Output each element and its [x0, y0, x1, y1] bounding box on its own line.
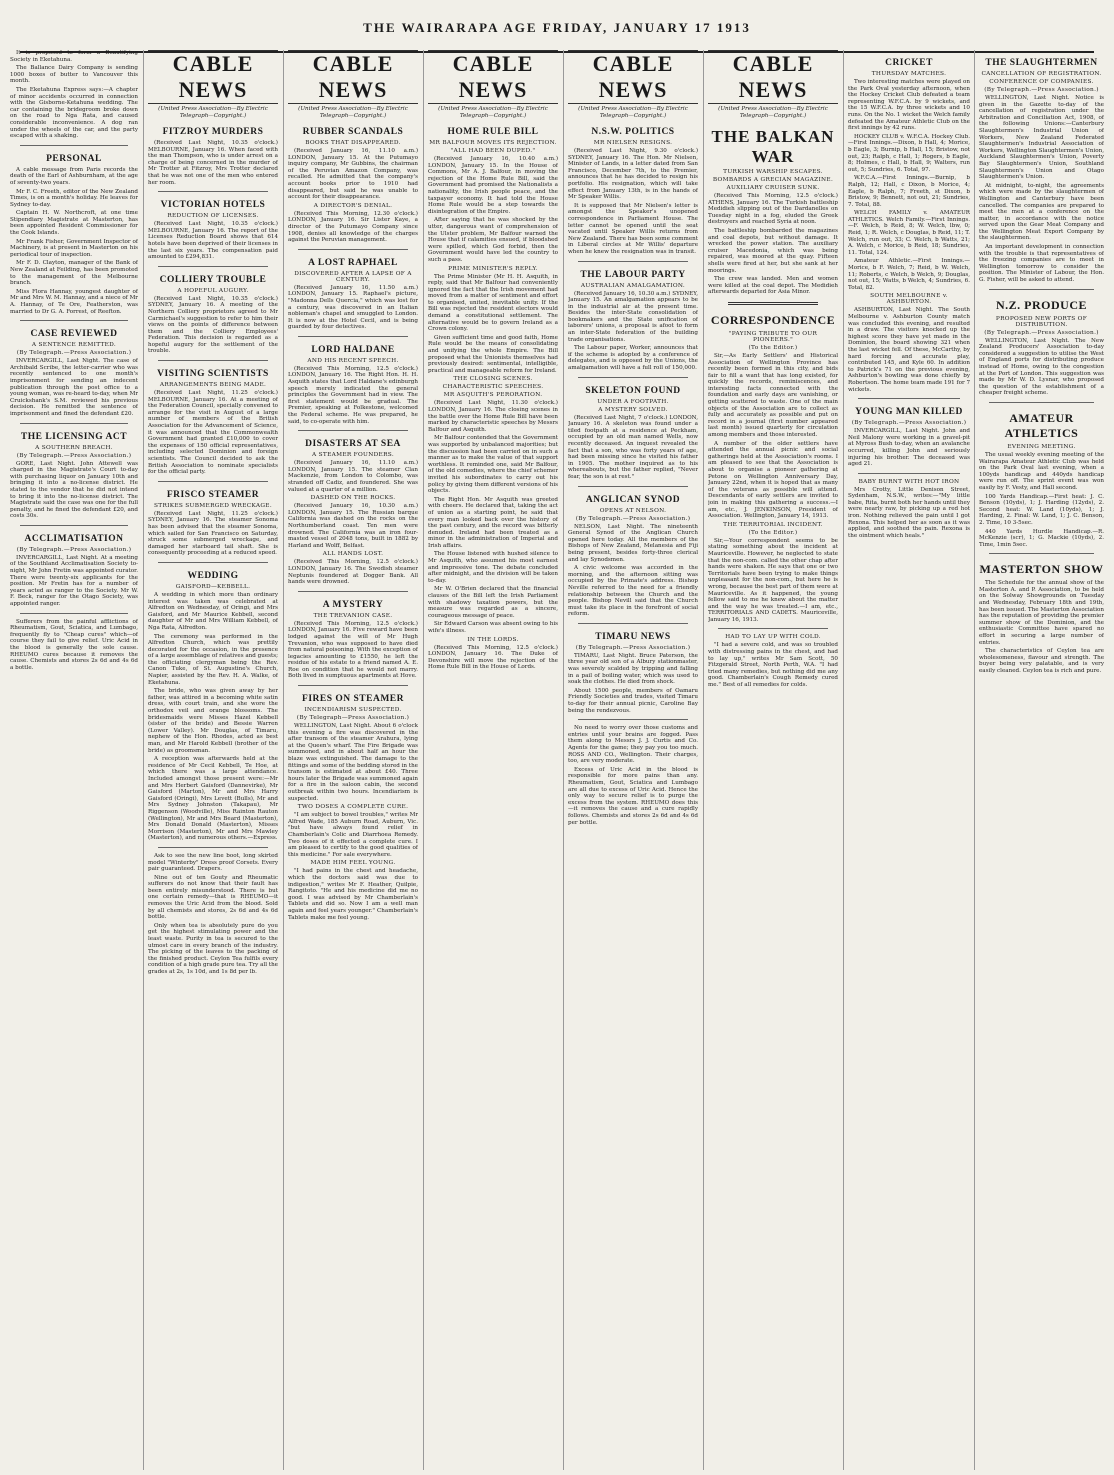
headline-lord-haldane: LORD HALDANE	[311, 344, 395, 355]
article-body: INVERCARGILL, Last Night. The case of Archibald Scribe, the letter-carrier who was recently sentenced to one month's imprisonment for sending an indecent publication through the post office to a young woman, was re-heard to-day, when Mr Cruickshank's S.M. reviewed his previous decision. He remitted the sentence of imprisonment and fined the defendant £20.	[10, 358, 138, 417]
advertisement: Excess of Uric Acid in the blood is responsible for more pains than any. Rheumatism, Gout, Sciatica and Lumbago are all due to excess of Uric Acid. Hence the only way to secure relief is to purge the excess from the system. RHEUMO does this—it removes the cause and a cure rapidly follows. Chemists and stores 2s 6d and 4s 6d per bottle.	[568, 766, 698, 826]
column-5	[568, 50, 698, 1470]
subheading: OPENS AT NELSON.	[599, 507, 667, 514]
byline: (By Telegraph.—Press Association.)	[575, 515, 691, 522]
headline-victorian-hotels: VICTORIAN HOTELS	[160, 200, 266, 211]
column-rule	[703, 50, 704, 1470]
article-body: (Received This Morning, 12.5 o'clock.) LONDON, January 16. Five reward have been lodged against the will of Mr Hugh Trevanion, who was supposed to have died from natural poisoning. With the exception of legacies amounting to £1550, he left the residue of his estate to a friend named A. E. Roe on condition that he would not marry. Both lived in sumptuous apartments at Hove.	[288, 620, 418, 680]
divider	[298, 336, 408, 337]
advertisement: Only when tea is absolutely pure do you get the highest stimulating power and the least waste. Purity in tea is secured to the utmost care in every branch of the industry. The picking of the leaves to the packing of the finished product. Ceylon Tea fulfils every condition of a high grade pure tea. Try all the grades at 2s, 1s 10d, and 1s 8d per lb.	[148, 922, 278, 975]
subheading: DASHED ON THE ROCKS.	[310, 495, 396, 502]
article-body: The Prime Minister (Mr H. H. Asquith, in reply, said that Mr Balfour had conveniently ignored the fact that the Irish movement had moved from a matter of sentiment and effort to organised, united, inevitable unity. If the Bill was rejected the resident electors would demand a constitutional settlement. The alternative would be to govern Ireland as a Crown colony.	[428, 273, 558, 333]
article-body: (Received Last Night, 10.35 o'clock.) MELBOURNE, January 16. The report of the Licenses Reduction Board shows that 614 hotels have been deprived of their licenses in the last six years. The compensation paid amounted to £294,831.	[148, 221, 278, 261]
article-body: The House listened with hushed silence to Mr Asquith, who assumed his most earnest and impressive tone. The debate concluded after midnight, and the division will be taken to-day.	[428, 551, 558, 584]
article-body: (Received January 16, 10.30 a.m.) SYDNEY, January 15. An amalgamation appears to be in the industrial air at the present time. Besides the inter-State consolidation of bookmakers and the State unification of laborers' unions, a proposal is afoot to form an inter-State federation of the building trade organisations.	[568, 290, 698, 343]
article-body: (Received This Morning, 12.30 o'clock.) LONDON, January 16. Sir Lister Kaye, a director of the Putumayo Company since 1908, denies all knowledge of the charges against the Peruvian management.	[288, 210, 418, 244]
news-item: The Ballance Dairy Company is sending 1000 boxes of butter to Vancouver this month.	[10, 65, 138, 85]
subheading: CHARACTERISTIC SPEECHES.	[442, 384, 544, 391]
byline: (By Telegraph.—Press Association.)	[984, 329, 1099, 336]
article-body: (Received This Morning, 12.5 o'clock.) ATHENS, January 16. The Turkish battleship Medidieh slipping out of the Dardanelles on Tuesday night in a fog, eluded the Greek destroyers and reached Syria at noon.	[708, 193, 838, 226]
headline-wedding: WEDDING	[187, 570, 239, 581]
subheading: A HOPEFUL AUGURY.	[177, 287, 249, 294]
article-body: (Received January 16, 10.30 a.m.) LONDON, January 15. The Russian barque California was dashed on the rocks on the Northumberland coast. Ten men were drowned. The California was an iron four-masted vessel of 2048 tons, built in 1882 by Harland and Wolff, Belfast.	[288, 503, 418, 549]
subheading: ALL HANDS LOST.	[322, 551, 384, 558]
article-body: At midnight, to-night, the agreements which were made by the slaughtermen of Wellington and Canterbury have been cancelled. The companies are prepared to meet the men at a conference on the matter, in accordance with the notice served upon the Gear Meat Company and the Wellington Meat Export Company by the slaughtermen.	[979, 182, 1104, 242]
divider	[858, 398, 960, 399]
headline-slaughtermen: THE SLAUGHTERMEN	[985, 58, 1098, 68]
article-body: The Schedule for the annual show of the Masterton A. and P. Association, to be held on the Solway Showgrounds on Tuesday and Wednesday, February 18th and 19th, has been issued. The Masterton Association has the reputation of providing the premier summer show of the Dominion, and the enthusiastic Committee have spared no effort in securing a large number of entries.	[979, 580, 1104, 646]
article-body: (Received Last Night, 11.30 o'clock.) LONDON, January 16. The closing scenes in the battle over the Home Rule Bill have been marked by characteristic speeches by Messrs Balfour and Asquith.	[428, 400, 558, 433]
cable-news-credit: (United Press Association—By Electric Telegraph—Copyright.)	[718, 106, 828, 119]
subheading: THE TREVANION CASE.	[313, 612, 393, 619]
column-rule	[143, 50, 144, 1470]
article-body: A reception was afterwards held at the residence of Mr Cecil Kebbell, Te Hoe, at which there was a large attendance. Included amongst those present were:—Mr and Mrs Herbert Gaisford (Dannevirke), Mr Gaisford (Marton), Mr and Mrs Harry Gaisford (Oringi), Mrs Levett (Bulls), Mr and Mrs Sydney Johnston (Takapau), Mr Riggenson (Woodville), Miss Rainton Rauton (Wellington), Mr and Mrs Beard (Masterton), Mrs Donald Donald (Masterton), Misses Morrison (Masterton), Mr and Mrs Mawley (Masterton), and numerous others.—Express.	[148, 756, 278, 842]
subheading: MR BALFOUR MOVES ITS REJECTION.	[429, 140, 557, 146]
headline-rubber-scandals: RUBBER SCANDALS	[302, 127, 404, 137]
byline: (By Telegraph.—Press Association.)	[575, 644, 691, 651]
subheading: THE CLOSING SCENES.	[453, 376, 533, 383]
divider	[298, 685, 408, 686]
cable-news-banner: CABLE NEWS	[428, 50, 558, 104]
advertisement: The characteristics of Ceylon tea are wholesomeness, flavour and strength. The buyer being very palatable, and is very easily cleaned. Ceylon tea is rich and pure.	[979, 648, 1104, 674]
byline: (By Telegraph.—Press Association.)	[984, 87, 1099, 93]
letter-body: A number of the older settlers have attended the annual picnic and social gatherings held at the Association's rooms. I am pleased to see that the Association is about to organise a pioneer gathering at Petone on Wellington Anniversary Day, January 22nd, when it is hoped that as many of the veterans as possible will attend. Descendants of early settlers are invited to join in making this gathering a success.—I am, etc., J. JENKINSON, President of Association. Wellington, January 14, 1913.	[708, 440, 838, 520]
letter-body: Sir,—Your correspondent seems to be stating something about the incident at Mauriceville. However, he neglected to state that the non-com. called the other chap after hands were shaken. He says that one or two Territorials have been trying to make things unpleasant for the non-com., but here he is wrong, because the best part of them were at Mauriceville. As it happened, the young fellow said to me he knew about the matter and the way he was treated.—I am, etc., TERRITORIALS AND CADETS. Mauriceville, January 16, 1913.	[708, 537, 838, 623]
headline-correspondence: CORRESPONDENCE	[710, 312, 836, 327]
subheading: INCENDIARISM SUSPECTED.	[304, 707, 402, 714]
divider	[20, 423, 128, 424]
subheading: GAISFORD—KEBBELL.	[175, 583, 251, 590]
divider	[298, 430, 408, 431]
article-body: The battleship bombarded the magazines and coal depots, but without damage. It wrecked the power station. The auxiliary cruiser Macedonia, which was being repaired, was moored at the quay. Fifteen shells were fired at her, but she sank at her moorings.	[708, 227, 838, 274]
article-body: (Received This Morning, 12.5 o'clock.) LONDON, January 16. The Swedish steamer Neptunis foundered at Dogger Bank. All hands were drowned.	[288, 559, 418, 586]
masthead	[0, 6, 1114, 46]
headline-personal: PERSONAL	[46, 153, 102, 164]
headline-acclimatisation: ACCLIMATISATION	[24, 533, 124, 544]
divider	[158, 360, 268, 361]
divider	[989, 402, 1094, 403]
byline: (By Telegraph.—Press Association.)	[851, 420, 967, 427]
byline: (By Telegraph.—Press Association.)	[16, 546, 132, 553]
article-body: WELLINGTON, Last Night. The New Zealand Producers' Association to-day considered a suggestion to utilise the West of England ports for distributing produce instead of Home, owing to the congestion at the Port of London. This suggestion was made by Mr W. D. Lysnar, who proposed the question of the establishment of a cheaper freight scheme.	[979, 337, 1104, 397]
headline-young-man-killed: YOUNG MAN KILLED	[855, 407, 963, 418]
subheading: AND HIS RECENT SPEECH.	[307, 357, 399, 364]
subheading: EVENING MEETING.	[1007, 443, 1076, 450]
masthead-title: THE WAIRARAPA AGE FRIDAY, JANUARY 17 1913	[363, 20, 751, 35]
article-body: Mr Frank Fisher, Government Inspector of Machinery, is at present in Masterton on his periodical tour of inspection.	[10, 238, 138, 258]
advertisement: Ask to see the new line boot, long skirted model "Winterby" Dress proof Corsets. Every pair guaranteed. Drapers.	[148, 852, 278, 873]
subheading: PRIME MINISTER'S REPLY.	[448, 265, 538, 272]
divider	[578, 623, 688, 624]
divider	[20, 320, 128, 321]
cable-news-credit: (United Press Association—By Electric Telegraph—Copyright.)	[578, 106, 688, 119]
divider	[158, 266, 268, 267]
article-body: After saying that he was shocked by the utter, dangerous want of comprehension of the Ulster problem, Mr Balfour warned the House that if calamities ensued, if bloodshed were spilled, which God forbid, then the Government would have led the country to such a pass.	[428, 217, 558, 263]
subheading: "ALL HAD BEEN DUPED."	[450, 148, 536, 154]
divider	[989, 553, 1094, 554]
headline-colliery-trouble: COLLIERY TROUBLE	[159, 274, 267, 285]
subheading: PROPOSED NEW PORTS OF DISTRIBUTION.	[995, 315, 1088, 328]
column-3	[288, 50, 418, 1470]
divider	[298, 591, 408, 592]
subheading: HAD TO LAY UP WITH COLD.	[725, 634, 821, 641]
headline-disasters-at-sea: DISASTERS AT SEA	[305, 439, 401, 450]
article-body: (Received January 16, 11.10 a.m.) LONDON, January 15. The steamer Clan Mackenzie, from London to Colombo, was stranded off Cadiz, and foundered. She was valued at a quarter of a million.	[288, 460, 418, 493]
divider	[20, 613, 128, 614]
article-body: WELLINGTON, Last Night. Notice is given in the Gazette to-day of the cancellation of registration under the Arbitration and Conciliation Act, 1908, of the following Unions:—Canterbury Slaughtermen's Industrial Union of Workers, New Zealand Federated Slaughtermen's Industrial Association of Workers, Wellington Slaughtermen's Union, Auckland Slaughtermen's Union, Poverty Bay Slaughtermen's Union, Southland Slaughtermen's Union and Otago Slaughtermen's Union.	[979, 95, 1104, 181]
subheading: A SOUTHERN BREACH.	[35, 444, 113, 451]
article-body: The Right Hon. Mr Asquith was greeted with cheers. He declared that, taking the act of union as a starting point, he said that every man looked back over the history of the past century, and the record was bitterly denuded. Ireland had been treated as a minor in the administration of Imperial and Irish affairs.	[428, 496, 558, 549]
subheading: (To the Editor.)	[748, 344, 798, 351]
column-8	[979, 50, 1104, 1470]
subheading: BABY BURNT WITH HOT IRON	[858, 478, 960, 485]
news-item: It is proposed to form a Beautifying Society in Eketahuna.	[10, 50, 138, 63]
headline-fitzroy-murders: FITZROY MURDERS	[162, 127, 264, 137]
divider	[578, 719, 688, 720]
advertisement: "I had a severe cold, and was so troubled with distressing pains in the chest, and had to lay up," writes Mr Sam Scott, 50 Fitzgerald Street, North Perth, W.A. "I had tried many remedies, but nothing did me any good. Chamberlain's Cough Remedy cured me." Best of all remedies for colds.	[708, 642, 838, 689]
subheading: CONFERENCE OF COMPANIES.	[989, 79, 1094, 85]
subheading: (To the Editor.)	[748, 529, 798, 536]
subheading: MR ASQUITH'S PERORATION.	[443, 392, 543, 399]
divider	[578, 486, 688, 487]
article-body: W.F.C.A.—First Innings.—Burnip, b Ralph, 12; Hall, c Dixon, b Morice, 4; Eagle, b Ralph, 7; Freeth, st Dixon, b Bristow, 9; Bennett, not out, 21; Sundries, 7. Total, 88.	[848, 175, 970, 208]
divider	[298, 249, 408, 250]
subheading: AUXILIARY CRUISER SUNK.	[726, 185, 820, 191]
article-body: (Received This Morning, 12.5 o'clock.) LONDON, January 16. The Duke of Devonshire will move the rejection of the Home Rule Bill in the House of Lords.	[428, 644, 558, 671]
headline-fires-on-steamer: FIRES ON STEAMER	[302, 694, 404, 705]
subheading: MADE HIM FEEL YOUNG.	[310, 860, 396, 867]
article-body: (Received Last Night, 10.35 o'clock.) MELBOURNE, January 16. When faced with the man Thompson, who is under arrest on a charge of being concerned in the murder of Mr Trotter at Fitzroy, Mrs Trotter declared that he was not one of the men who entered her room.	[148, 140, 278, 186]
subheading: DISCOVERED AFTER A LAPSE OF A CENTURY.	[294, 270, 412, 283]
article-body: Mr F. C. Freeth, editor of the New Zealand Times, is on a month's holiday. He leaves for Sydney to-day.	[10, 188, 138, 208]
column-rule	[283, 50, 284, 1470]
headline-frisco-steamer: FRISCO STEAMER	[166, 489, 260, 500]
column-4	[428, 50, 558, 1470]
article-body: INVERCARGILL, Last Night. At a meeting of the Southland Acclimatisation Society to-night, Mr John Fretin was appointed curator. There were twenty-six applicants for the position. Mr Fretin has for a number of years acted as ranger to the Society. Mr W. F. Beck, ranger for the Otago Society, was appointed ranger.	[10, 554, 138, 608]
column-rule	[974, 50, 975, 1470]
article-body: The bride, who was given away by her father, was attired in a becoming white satin dress, with court train, and she wore the orthodox veil and orange blossoms. The bridesmaids were Misses Hazel Kebbell (sister of the bride) and Bessie Warren (Lower Valley). Mr Douglas, of Timaru, nephew of the Hon. Rhodes, acted as best man, and Mr Harold Kebbell (brother of the bride) as groomsman.	[148, 688, 278, 754]
subheading: BOOKS THAT DISAPPEARED.	[305, 140, 401, 146]
headline-lost-raphael: A LOST RAPHAEL	[308, 257, 398, 268]
byline: (By Telegraph.—Press Association.)	[16, 350, 132, 357]
article-body: WELLINGTON, Last Night. About 6 o'clock this evening a fire was discovered in the after transom of the steamer Arahura, lying at the Queen's wharf. The Fire Brigade was summoned, and in about half an hour the blaze was extinguished. The damage to the fittings and some of the bedding stored in the transom is estimated at about £40. Three hours later the Brigade was summoned again for a fire in the saloon cabin, the second outbreak within two hours. Incendiarism is suspected.	[288, 723, 418, 802]
divider	[158, 481, 268, 482]
cable-news-banner: CABLE NEWS	[288, 50, 418, 104]
article-body: (Received January 16, 11.50 a.m.) LONDON, January 15. Raphael's picture, "Madonna Dells Quercia," which was lost for a century, was discovered in an Italian nobleman's chapel and smuggled to London. It is now at the Hotel Cecil, and is being guarded by four detectives.	[288, 284, 418, 331]
divider	[20, 145, 128, 146]
article-body: (Received January 16, 11.10 a.m.) LONDON, January 15. At the Putumayo inquiry company, Mr Gubbins, the chairman of the Peruvian Amazon Company, was recalled. He admitted that the company's account books prior to 1910 had disappeared, but said he was unable to account for their disappearance.	[288, 148, 418, 201]
headline-amateur-athletics: AMATEUR ATHLETICS	[1004, 410, 1079, 440]
article-body: Captain H. W. Northcroft, at one time Stipendiary Magistrate at Masterton, has been appointed Resident Commissioner for the Cook Islands.	[10, 210, 138, 237]
subheading: REDUCTION OF LICENSES.	[167, 213, 259, 220]
article-body: Two interesting matches were played on the Park Oval yesterday afternoon, when the Hockey Cricket Club defeated a team representing W.F.C.A. by 9 wickets, and the 15 W.F.C.A. by three wickets and 10 runs. On the No. 1 wicket the Welch family defeated the Amateur Athletic Club on the first innings by 42 runs.	[848, 79, 970, 132]
article-body: (Received Last Night, 11.25 o'clock.) SYDNEY, January 16. The steamer Sonoma has been advised that the steamer Sonoma, which sailed for San Francisco on Saturday, struck some submerged wreckage, and damaged her starboard tail shaft. She is consequently proceeding at a reduced speed.	[148, 510, 278, 557]
article-body: Given sufficient time and good faith, Home Rule would be the means of consolidating and unifying the whole Empire. The Bill proposed what the Unionists themselves had previously desired: sentimental, intelligible, practical and manageable reform for Ireland.	[428, 334, 558, 374]
article-body: 440 Yards Hurdle Handicap.—R. McKenzie (scr), 1; G. Mackie (10yds), 2. Time, 1min 5sec.	[979, 528, 1104, 548]
subheading: THE TERRITORIAL INCIDENT.	[723, 521, 823, 528]
headline-anglican-synod: ANGLICAN SYNOD	[585, 494, 681, 505]
divider	[718, 628, 828, 629]
cable-news-credit: (United Press Association—By Electric Telegraph—Copyright.)	[438, 106, 548, 119]
headline-labour-party: THE LABOUR PARTY	[580, 269, 686, 280]
article-body: (Received January 16, 10.40 a.m.) LONDON, January 15. In the House of Commons, Mr A. J. Balfour, in moving the rejection of the Home Rule Bill, said the Government had promised the Nationalists a nationality, the Irish people peace, and the taxpayer economy. It had told the House Home Rule would be a step towards the disintegration of the Empire.	[428, 156, 558, 215]
advertisement: No need to worry over those customs and entries until your brains are fogged. Pass them along to Messrs J. J. Curtis and Co. Agents for the game; they pay you too much. ROSS AND CO., Wellington. Their charges, too, are very moderate.	[568, 725, 698, 765]
divider	[989, 289, 1094, 290]
byline: (By Telegraph—Press Association.)	[296, 715, 410, 722]
article-body: An important development in connection with the trouble is that representatives of the freezing companies are to meet in Wellington tomorrow to consider the position. The Minister of Labour, the Hon. G. Fisher, will be asked to attend.	[979, 244, 1104, 284]
headline-nsw-politics: N.S.W. POLITICS	[591, 127, 675, 137]
divider	[578, 261, 688, 262]
headline-a-mystery: A MYSTERY	[322, 599, 384, 610]
article-body: It is supposed that Mr Nielsen's letter is amongst the Speaker's unopened correspondence in Parliament House. The letter cannot be opened until the seat vacated until Speaker Willis returns from New Zealand. There has been some comment in Liberal circles at Mr Willis' departure when he knew the resignation was in transit.	[568, 202, 698, 255]
article-body: WELCH FAMILY v. AMATEUR ATHLETICS. Welch Family.—First Innings.—F. Welch, b Reid, 8; W. Welch, lbw, 0; Reid, 1; R. Welch, c Douglas, b Reid, 11; T. Welch, run out, 33; C. Welch, b Watts, 21; A. Welch, c Morice, b Reid, 18; Sundries, 11. Total, 124.	[848, 210, 970, 256]
news-item: The Eketahuna Express says:—A chapter of minor accidents occurred in connection with the Gisborne-Ketahuna wedding. The car containing the bridegroom broke down on the road to Nga Rata, and caused considerable inconvenience. A dog ran under the wheels of the car, and the party escaped with a shaking.	[10, 86, 138, 140]
advertisement: "I am subject to bowel troubles," writes Mr Alfred Wade, 185 Auburn Road, Auburn, Vic. "but have always found relief in Chamberlain's Colic and Diarrhoea Remedy. Two doses of it effected a complete cure. I am pleased to certify to the good qualities of this medicine." For sale everywhere.	[288, 812, 418, 858]
article-body: (Received Last Night, 10.35 o'clock.) SYDNEY, January 16. A meeting of the Northern Colliery proprietors agreed to Mr Carmichael's suggestion to refer to him their views on the points of difference between them and the Colliery Employees' Federation. This decision is regarded as a hopeful augury for the settlement of the trouble.	[148, 295, 278, 355]
divider	[728, 302, 818, 305]
headline-masterton-show: MASTERTON SHOW	[979, 562, 1104, 577]
article-body: Amateur Athletic.—First Innings.—Morice, b F. Welch, 7; Reid, b W. Welch, 11; Roberts, c Welch, b Welch, 9; Douglas, not out, 15; Watts, b Welch, 4; Sundries, 6. Total, 82.	[848, 258, 970, 291]
subheading: CANCELLATION OF REGISTRATION.	[981, 71, 1102, 77]
subheading: STRIKES SUBMERGED WRECKAGE.	[154, 502, 272, 509]
article-body: NELSON, Last Night. The nineteenth General Synod of the Anglican Church opened here today. All the members of the Bishops of New Zealand, Melanesia and Fiji being present, besides forty-three clerical and lay Synodsmen.	[568, 523, 698, 563]
article-body: 100 Yards Handicap.—First heat: J. C. Benson (10yds), 1; J. Harding (12yds), 2. Second heat: W. Land (10yds), 1; J. Harding, 2. Final: W. Land, 1; J. C. Benson, 2. Time, 10 3-5sec.	[979, 493, 1104, 526]
article-body: TIMARU, Last Night. Bruce Paterson, the three year old son of a Albury stationmaster, was severely scalded by tripping and falling in a pail of boiling water, which was used to soak the clothes. He died from shock.	[568, 652, 698, 686]
advertisement: Sufferers from the painful afflictions of Rheumatism, Gout, Sciatica, and Lumbago, frequently fly to "Cheap cures" which—of course they fail to give relief. Uric Acid in the blood is generally the sole cause. RHEUMO cures because it removes the cause. Chemists and stores 2s 6d and 4s 6d a bottle.	[10, 618, 138, 671]
column-2	[148, 50, 278, 1470]
article-body: A cable message from Paris records the death of the Earl of Ashburnham, at the age of seventy-two years.	[10, 166, 138, 186]
subheading: UNDER A FOOTPATH.	[597, 398, 669, 405]
byline: (By Telegraph.—Press Association.)	[16, 452, 132, 459]
divider	[158, 191, 268, 192]
subheading: A STEAMER FOUNDERS.	[312, 452, 394, 459]
headline-licensing-act: THE LICENSING ACT	[20, 431, 128, 442]
cable-news-banner: CABLE NEWS	[708, 50, 838, 104]
article-body: (Received This Morning, 12.5 o'clock.) LONDON, January 16. The Right Hon. H. H. Asquith states that Lord Haldane's edinburgh speech merely indicated the general principles the Government had in view. The first statement would be gradual. The Premier, speaking at Folkestone, welcomed the Federal scheme. He was prepared, he said, to co-operate with him.	[288, 365, 418, 425]
article-body: ASHBURTON, Last Night. The South Melbourne v. Ashburton County match was concluded this evening, and resulted in a draw. The visitors knocked up the highest score they have yet made in the Dominion, the board showing 321 when the last wicket fell. Of these, McCarthy, by hard forcing and accurate play, contributed 145, and Kyle 60. In addition to Patrick's 71 on the previous evening, Ashburton's bowling was done chiefly by Robertson. The home team made 191 for 7 wickets.	[848, 307, 970, 393]
subheading: ARRANGEMENTS BEING MADE.	[159, 382, 267, 389]
article-body: The usual weekly evening meeting of the Wairarapa Amateur Athletic Club was held on the Park Oval last evening, when a 100yds handicap and 440yds handicap were run off. The sprint event was won easily by F. Vesty, and Hall second.	[979, 451, 1104, 491]
article-body: Sir Edward Carson was absent owing to his wife's illness.	[428, 621, 558, 634]
cable-news-credit: (United Press Association—By Electric Telegraph—Copyright.)	[298, 106, 408, 119]
article-body: HOCKEY CLUB v. W.F.C.A. Hockey Club.—First Innings.—Dixon, b Hall, 4; Morice, b Eagle, 3; Burnip, b Hall, 15; Bristow, not out, 23; Ralph, c Hall, 1; Rogers, b Eagle, 8; Holmes, c Hall, b Hall, 9; Walters, run out, 5; Sundries, 6. Total, 97.	[848, 133, 970, 173]
headline-timaru-news: TIMARU NEWS	[595, 631, 671, 642]
subheading: "PAYING TRIBUTE TO OUR PIONEERS."	[728, 330, 818, 343]
headline-balkan-war: THE BALKAN WAR	[711, 127, 835, 166]
subheading: MR NIELSEN RESIGNS.	[593, 140, 673, 146]
column-1	[10, 50, 138, 1470]
article-body: Miss Flora Hannay, youngest daughter of Mr and Mrs W. M. Hannay, and a niece of Mr A. Hannay, of Te Ore, Featherston, was married to Dr G. A. Forrest, of Reefton.	[10, 288, 138, 315]
divider	[20, 525, 128, 526]
divider	[158, 847, 268, 848]
article-body: GORE, Last Night. John Attewell was charged in the Magistrate's Court to-day with purchasing liquor on January 10th and bringing it into a no-license district. He stated to the vendor that he did not intend to bring it into the no-license district. The Magistrate said the case was one for the full penalty, and he fined the defendant £20, and costs 30s.	[10, 460, 138, 520]
subheading: IN THE LORDS.	[467, 636, 519, 643]
letter-body: Sir,—As Early Settlers' and Historical Association of Wellington Province has recently been formed in this city, and bids fair to fill a want that has long existed, for quickly the records, reminiscences, and interesting facts connected with the foundation and early days are vanishing, or getting scattered to waste. One of the main objects of the Association are to collect as fully and accurately as possible and put on record in a journal (first number appeared last month) issued quarterly for circulation among members and those interested.	[708, 352, 838, 439]
headline-nz-produce: N.Z. PRODUCE	[995, 297, 1087, 312]
article-body: A civic welcome was accorded in the morning, and the afternoon sitting was occupied by the Primate's address. Bishop Neville referred to the need for a friendly relationship between the Church and the people. Bishop Nevill said that the Church must take its place in the forefront of social reform.	[568, 565, 698, 618]
column-rule	[563, 50, 564, 1470]
article-body: A wedding in which more than ordinary interest was taken was celebrated at Alfredton on Wednesday, of Oringi, and Mrs Gaisford, and Mr Maurice Kebbell, second daughter of Mr and Mrs William Kebbell, of Nga Rata, Alfredton.	[148, 591, 278, 631]
headline-skeleton-found: SKELETON FOUND	[585, 385, 681, 396]
divider	[858, 473, 960, 474]
article-body: Mr W. O'Brien declared that the financial clauses of the Bill left the Irish Parliament with shadowy taxation powers, but the measure was regarded as a sincere, courageous message of peace.	[428, 586, 558, 619]
advertisement: Nine out of ten Gouty and Rheumatic sufferers do not know that their fault has been entirely misunderstood. There is but one certain remedy—that is RHEUMO—it removes the Uric Acid from the blood. Sold by all chemists and stores, 2s 6d and 4s 6d bottle.	[148, 874, 278, 921]
column-6	[708, 50, 838, 1470]
headline-visiting-scientists: VISITING SCIENTISTS	[157, 369, 269, 380]
article-body: (Received Last Night, 7 o'clock.) LONDON, January 16. A skeleton was found under a tiled footpath at a residence at Peckham, occupied by an old man named Wells, now recently deceased. An inquest revealed the fact that a son, who was forty years of age, had been missing since he visited his father in 1905. The mother inquired as to his whereabouts, but the father replied, "Never fear, the son is at rest."	[568, 414, 698, 480]
headline-cricket: CRICKET	[885, 58, 933, 68]
subheading: AUSTRALIAN AMALGAMATION.	[580, 282, 686, 289]
subheading: THURSDAY MATCHES.	[871, 71, 947, 77]
article-body: Mr Balfour contended that the Government was supported by unbalanced majorities; but the discussion had been carried on in such a manner as to make the value of that support worthless. It reminded one, said Mr Balfour, of the old comedies, where the chief schemer invited his subordinates to carry out his policy by giving them different versions of his objects.	[428, 435, 558, 495]
advertisement: "I had pains in the chest and headache, which the doctors said was due to indigestion," writes Mr F. Heather, Quilpie, Rangitoto. "He and his medicine did me no good. I was advised by Mr Chamberlain's Tablets and did so. Now I am a well man again and feel years younger." Chamberlain's Tablets make me feel young.	[288, 868, 418, 921]
headline-home-rule-bill: HOME RULE BILL	[447, 127, 539, 137]
article-body: Mr F. D. Clayton, manager of the Bank of New Zealand at Feilding, has been promoted to the management of the Melbourne branch.	[10, 260, 138, 287]
subheading: SOUTH MELBOURNE v. ASHBURTON.	[870, 293, 948, 306]
subheading: BOMBARDS A GRECIAN MAGAZINE.	[712, 177, 834, 183]
cable-news-credit: (United Press Association—By Electric Telegraph—Copyright.)	[158, 106, 268, 119]
subheading: TWO DOSES A COMPLETE CURE.	[297, 804, 409, 811]
article-body: (Received Last Night, 9.30 o'clock.) SYDNEY, January 16. The Hon. Mr Nielsen, Minister of Lands, in a letter dated from San Francisco, December 7th, to the Premier, announces that he has decided to resign his portfolio. His resignation, which will take effect from January 13th, is in the hands of Mr Speaker Willis.	[568, 148, 698, 201]
article-body: The ceremony was performed in the Alfredton Church, which was prettily decorated for the occasion, in the presence of a large assemblage of relatives and guests; the officiating clergyman being the Rev. Canon Tuke, of St. Augustine's Church, Napier, assisted by the Rev. H. A. Walke, of Eketahuna.	[148, 633, 278, 686]
headline-case-reviewed: CASE REVIEWED	[30, 329, 118, 340]
column-rule	[423, 50, 424, 1470]
column-7	[848, 50, 970, 1470]
subheading: TURKISH WARSHIP ESCAPES.	[723, 169, 823, 175]
subheading: A SENTENCE REMITTED.	[31, 342, 117, 349]
article-body: (Received Last Night, 11.25 o'clock.) MELBOURNE, January 16. At a meeting of the Federation Council, specially convened to arrange for the visit in August of a large number of members of the British Association for the Advancement of Science, it was announced that the Commonwealth Government had granted £10,000 to cover the expenses of 150 official representatives, including selected Dominion and foreign scientists. The Council decided to ask the British Association to nominate specialists for the official party.	[148, 390, 278, 476]
subheading: A DIRECTOR'S DENIAL.	[313, 202, 393, 209]
article-body: About 1500 people, members of Oamaru Friendly Societies and trades, visited Timaru to-day for their annual picnic, Caroline Bay being the rendezvous.	[568, 687, 698, 714]
divider	[578, 377, 688, 378]
divider	[158, 562, 268, 563]
cable-news-banner: CABLE NEWS	[568, 50, 698, 104]
cable-news-banner: CABLE NEWS	[148, 50, 278, 104]
advertisement: Mrs Crotty, Little Denison Street, Sydenham, N.S.W., writes:—"My little babe, Rita, burnt both her hands until they were nearly raw, by picking up a red hot iron. Nothing relieved the pain until I got Rexona. This helped her as soon as it was applied, and soothed the pain. Rexona is the ointment which heals."	[848, 486, 970, 539]
column-rule	[843, 50, 844, 1470]
article-body: INVERCARGILL, Last Night. John and Neil Malony were working in a gravel-pit at Myross Bush to-day, when an avalanche occurred, killing John and seriously injuring his brother. The deceased was aged 21.	[848, 428, 970, 468]
article-body: The Labour paper, Worker, announces that if the scheme is adopted by a conference of delegates, and is opposed by the Unions, the amalgamation will have a full roll of 150,000.	[568, 345, 698, 372]
article-body: The crew was landed. Men and women were killed at the coal depot. The Medidieh afterwards departed for Asia Minor.	[708, 276, 838, 296]
subheading: A MYSTERY SOLVED.	[598, 406, 668, 413]
